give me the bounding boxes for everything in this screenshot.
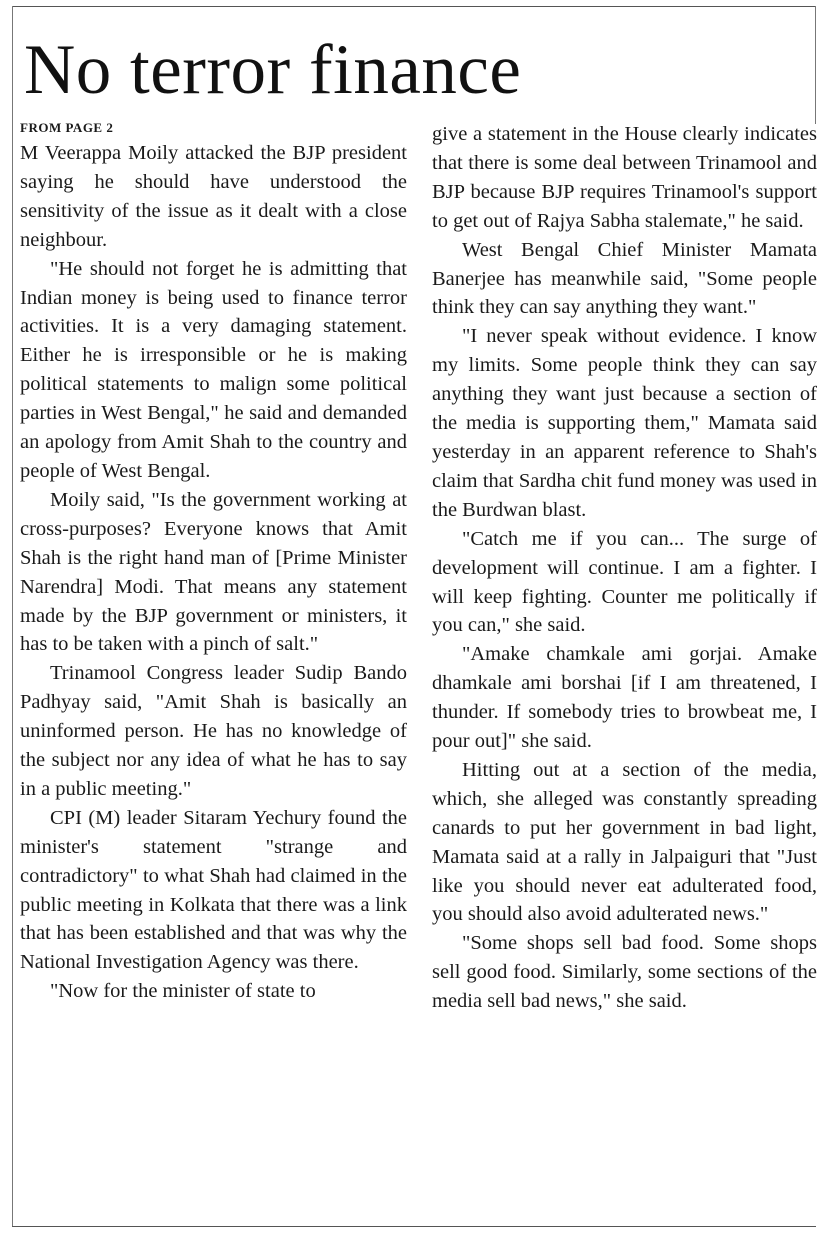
paragraph: "Now for the minister of state to (50, 980, 316, 1003)
paragraph: "Amake chamkale ami gorjai. Amake dhamkale ami borshai [if I am threatened, I thunder. If somebody tries to browbeat me, I pour out]" she said. (432, 643, 817, 753)
paragraph: West Bengal Chief Minister Mamata Banerjee has meanwhile said, "Some people think they can say anything they want." (432, 238, 817, 319)
right-rule (815, 6, 816, 124)
left-column (20, 120, 407, 1006)
bottom-rule (12, 1226, 816, 1227)
paragraph: CPI (M) leader Sitaram Yechury found the minister's statement "strange and contradictory" to what Shah had claimed in the public meeting in Kolkata that there was a link that has been established and that was why the National Investigation Agency was there. (20, 806, 407, 974)
top-rule (12, 6, 816, 7)
paragraph: "He should not forget he is admitting that Indian money is being used to finance terror activities. It is a very damaging statement. Either he is irresponsible or he is making political statements to malign some political parties in West Bengal," he said and demanded an apology from Amit Shah to the country and people of West Bengal. (20, 257, 407, 482)
paragraph: M Veerappa Moily attacked the BJP president saying he should have understood the sensitivity of the issue as it dealt with a close neighbour. (20, 142, 407, 251)
right-column (432, 120, 817, 1016)
paragraph: Trinamool Congress leader Sudip Bando Padhyay said, "Amit Shah is basically an uninformed person. He has no knowledge of the subject nor any idea of what he has to say in a public meeting." (20, 662, 407, 800)
headline: No terror finance (24, 31, 522, 109)
left-rule (12, 6, 13, 1227)
paragraph: "I never speak without evidence. I know my limits. Some people think they can say anything they want just because a section of the media is supporting them," Mamata said yesterday in an apparent reference to Shah's claim that Sardha chit fund money was used in the Burdwan blast. (432, 325, 817, 521)
paragraph: Moily said, "Is the government working at cross-purposes? Everyone knows that Amit Shah is the right hand man of [Prime Minister Narendra] Modi. That means any statement made by the BJP government or ministers, it has to be taken with a pinch of salt." (20, 488, 407, 656)
paragraph: Hitting out at a section of the media, which, she alleged was constantly spreading canards to put her government in bad light, Mamata said at a rally in Jalpaiguri that "Just like you should never eat adulterated food, you should also avoid adulterated news." (432, 758, 817, 926)
paragraph: give a statement in the House clearly indicates that there is some deal between Trinamool and BJP because BJP requires Trinamool's support to get out of Rajya Sabha stalemate," he said. (432, 123, 817, 232)
paragraph: "Catch me if you can... The surge of development will continue. I am a fighter. I will keep fighting. Counter me politically if you can," she said. (432, 527, 817, 637)
paragraph: "Some shops sell bad food. Some shops sell good food. Similarly, some sections of the media sell bad news," she said. (432, 932, 817, 1013)
continuation-kicker: FROM PAGE 2 (20, 120, 114, 135)
